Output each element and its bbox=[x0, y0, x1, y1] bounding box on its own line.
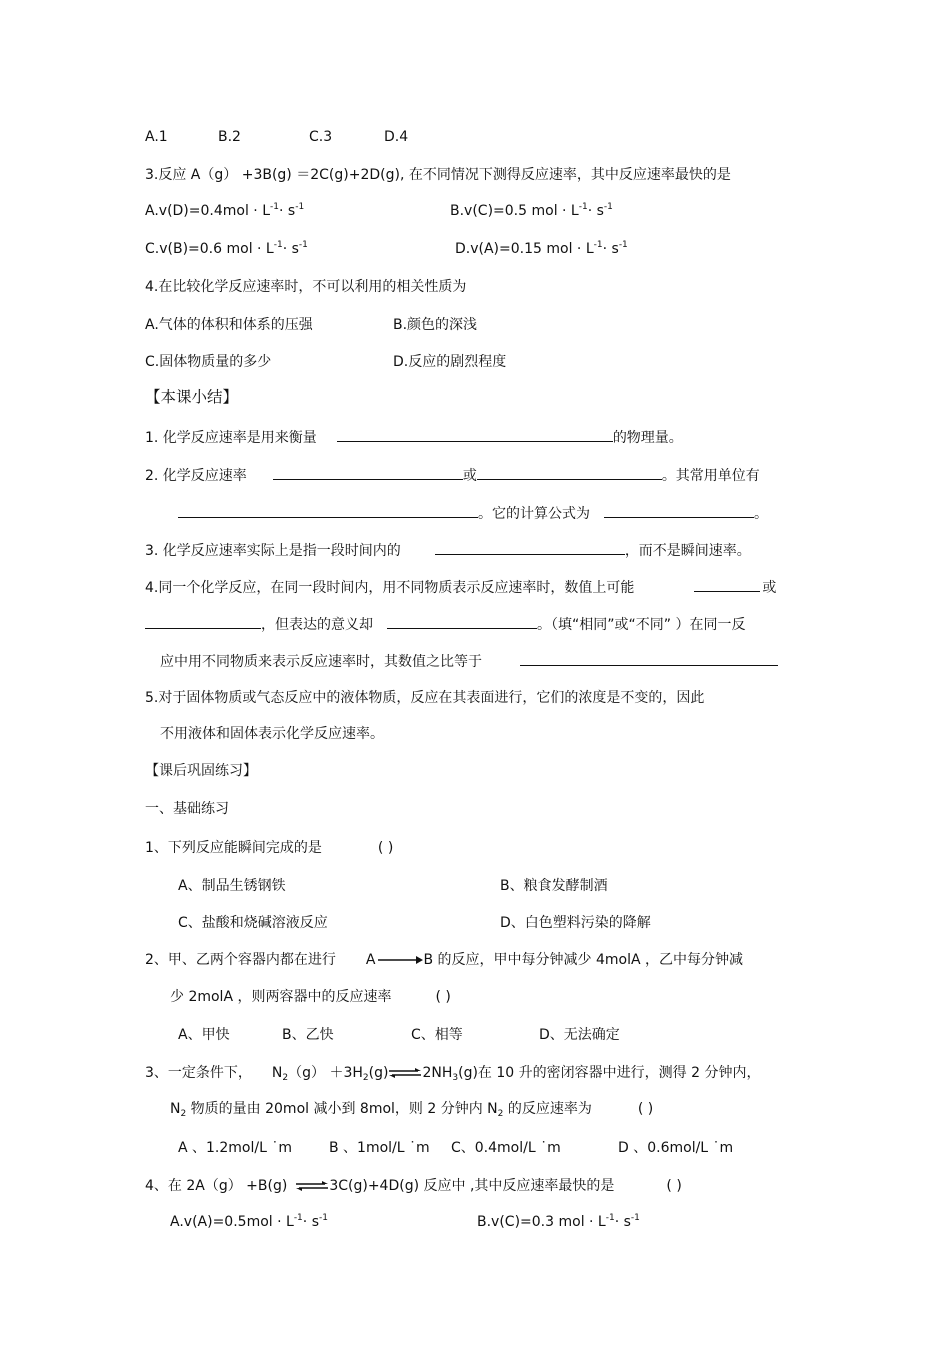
text: A bbox=[365, 952, 376, 968]
q3-option-d-text: D.v(A)=0.15 mol · L bbox=[455, 241, 594, 257]
equilibrium-arrow-icon bbox=[295, 1181, 329, 1191]
prev-option-c: C.3 bbox=[309, 129, 333, 145]
exponent: -1 bbox=[273, 240, 283, 250]
summary-item-4-cont2 bbox=[160, 651, 778, 671]
text: N bbox=[170, 1101, 181, 1117]
q3-option-b bbox=[450, 202, 613, 220]
q4-option-a: A.气体的体积和体系的压强 bbox=[145, 317, 313, 333]
p1-stem bbox=[145, 839, 393, 857]
p3-option-b: B 、1mol/L ˙m bbox=[329, 1140, 430, 1156]
p2-option-d: D、无法确定 bbox=[539, 1027, 620, 1043]
p2-stem-cont bbox=[170, 988, 451, 1006]
blank-field[interactable] bbox=[387, 614, 537, 629]
unit-s: · s bbox=[614, 1214, 631, 1230]
q3-option-c bbox=[145, 240, 308, 258]
text: ，而不是瞬间速率。 bbox=[624, 543, 751, 559]
q4-option-c: C.固体物质量的多少 bbox=[145, 354, 272, 370]
subscript: 2 bbox=[282, 1073, 289, 1083]
text: (g) bbox=[368, 1065, 389, 1081]
text: 的反应速率为 bbox=[503, 1101, 592, 1117]
text: 4、在 2A（g） +B(g) bbox=[145, 1178, 288, 1194]
p1-option-a: A、制品生锈钢铁 bbox=[178, 878, 286, 894]
text: 少 2molA ，则两容器中的反应速率 bbox=[170, 989, 392, 1005]
text: 2NH bbox=[422, 1065, 453, 1081]
blank-field[interactable] bbox=[520, 651, 778, 666]
subscript: 2 bbox=[180, 1109, 187, 1119]
q3-option-d bbox=[455, 240, 628, 258]
summary-item-5: 5.对于固体物质或气态反应中的液体物质，反应在其表面进行，它们的浓度是不变的，因此 bbox=[145, 690, 705, 706]
summary-item-1 bbox=[145, 427, 683, 447]
text: 。其常用单位有 bbox=[661, 468, 760, 484]
blank-field[interactable] bbox=[694, 577, 760, 592]
p4-option-b bbox=[477, 1213, 640, 1231]
text: 物质的量由 20mol 减小到 8mol，则 2 分钟内 N bbox=[186, 1101, 498, 1117]
arrow-right-icon bbox=[376, 953, 424, 967]
q3-option-a-text: A.v(D)=0.4mol · L bbox=[145, 203, 271, 219]
text: 2、甲、乙两个容器内都在进行 bbox=[145, 952, 336, 968]
subscript: 3 bbox=[452, 1073, 459, 1083]
exponent: -1 bbox=[270, 202, 279, 212]
blank-field[interactable] bbox=[477, 465, 662, 480]
text: 3C(g)+4D(g) 反应中 ,其中反应速率最快的是 bbox=[329, 1178, 615, 1194]
p4-stem bbox=[145, 1177, 682, 1195]
text: N bbox=[271, 1065, 283, 1081]
blank-field[interactable] bbox=[337, 427, 613, 442]
answer-paren[interactable]: ( ) bbox=[666, 1178, 682, 1194]
summary-item-5-cont: 不用液体和固体表示化学反应速率。 bbox=[160, 726, 384, 742]
q3-stem: 3.反应 A（g） +3B(g) ＝2C(g)+2D(g), 在不同情况下测得反应速率，其中反应速率最快的是 bbox=[145, 167, 731, 183]
p3-stem-cont bbox=[170, 1100, 653, 1120]
prev-option-b: B.2 bbox=[218, 129, 241, 145]
summary-item-4-cont bbox=[145, 614, 745, 634]
text: 2. 化学反应速率 bbox=[145, 468, 247, 484]
text: 1、下列反应能瞬间完成的是 bbox=[145, 840, 322, 856]
text: (g)在 10 升的密闭容器中进行，测得 2 分钟内， bbox=[458, 1065, 761, 1081]
text: 的物理量。 bbox=[612, 430, 683, 446]
text: 1. 化学反应速率是用来衡量 bbox=[145, 430, 317, 446]
text: 或 bbox=[762, 580, 777, 596]
p2-stem bbox=[145, 951, 743, 969]
answer-paren[interactable]: ( ) bbox=[637, 1101, 654, 1117]
q3-option-a bbox=[145, 202, 304, 220]
q3-option-b-text: B.v(C)=0.5 mol · L bbox=[450, 203, 579, 219]
q4-option-d: D.反应的剧烈程度 bbox=[393, 354, 507, 370]
text: A.v(A)=0.5mol · L bbox=[170, 1214, 294, 1230]
prev-option-d: D.4 bbox=[384, 129, 409, 145]
p4-option-a bbox=[170, 1213, 328, 1231]
p1-option-c: C、盐酸和烧碱溶液反应 bbox=[178, 915, 328, 931]
text: B.v(C)=0.3 mol · L bbox=[477, 1214, 606, 1230]
p1-option-d: D、白色塑料污染的降解 bbox=[500, 915, 651, 931]
summary-item-4 bbox=[145, 577, 776, 597]
blank-field[interactable] bbox=[178, 503, 478, 518]
p2-option-b: B、乙快 bbox=[282, 1027, 334, 1043]
text: 4.同一个化学反应，在同一段时间内，用不同物质表示反应速率时，数值上可能 bbox=[145, 580, 635, 596]
subscript: 2 bbox=[497, 1109, 504, 1119]
exponent: -1 bbox=[618, 240, 628, 250]
subscript: 2 bbox=[362, 1073, 369, 1083]
q4-stem: 4.在比较化学反应速率时，不可以利用的相关性质为 bbox=[145, 279, 467, 295]
summary-heading: 【本课小结】 bbox=[145, 388, 239, 406]
exponent: -1 bbox=[295, 202, 305, 212]
unit-s: · s bbox=[602, 241, 619, 257]
equilibrium-arrow-icon bbox=[388, 1068, 422, 1078]
text: 。它的计算公式为 bbox=[478, 506, 590, 522]
text: 。 bbox=[754, 506, 768, 522]
exponent: -1 bbox=[578, 202, 588, 212]
p3-option-a: A 、1.2mol/L ˙m bbox=[178, 1140, 292, 1156]
text: 应中用不同物质来表示反应速率时，其数值之比等于 bbox=[160, 654, 482, 670]
text: （g） ＋3H bbox=[288, 1065, 363, 1081]
p3-option-c: C、0.4mol/L ˙m bbox=[451, 1140, 561, 1156]
text: 3. 化学反应速率实际上是指一段时间内的 bbox=[145, 543, 401, 559]
blank-field[interactable] bbox=[604, 503, 754, 518]
q3-option-c-text: C.v(B)=0.6 mol · L bbox=[145, 241, 274, 257]
text: 或 bbox=[462, 468, 477, 484]
summary-item-3 bbox=[145, 540, 751, 560]
practice-subheading: 一、基础练习 bbox=[145, 801, 229, 817]
q4-option-b: B.颜色的深浅 bbox=[393, 317, 478, 333]
summary-item-2-cont bbox=[178, 503, 768, 523]
blank-field[interactable] bbox=[435, 540, 625, 555]
exponent: -1 bbox=[293, 1213, 303, 1223]
exponent: -1 bbox=[630, 1213, 640, 1223]
blank-field[interactable] bbox=[273, 465, 463, 480]
practice-heading: 【课后巩固练习】 bbox=[145, 763, 257, 779]
exponent: -1 bbox=[603, 202, 613, 212]
exponent: -1 bbox=[319, 1213, 328, 1223]
answer-paren[interactable]: ( ) bbox=[435, 989, 451, 1005]
answer-paren[interactable]: ( ) bbox=[377, 840, 394, 856]
unit-s: · s bbox=[302, 1214, 319, 1230]
p3-stem bbox=[145, 1064, 760, 1084]
p3-option-d: D 、0.6mol/L ˙m bbox=[618, 1140, 734, 1156]
p2-option-a: A、甲快 bbox=[178, 1027, 230, 1043]
exponent: -1 bbox=[593, 240, 603, 250]
text: 。（填“相同”或“不同” ）在同一反 bbox=[537, 617, 746, 633]
text: B 的反应，甲中每分钟减少 4molA ，乙中每分钟减 bbox=[423, 952, 744, 968]
p2-option-c: C、相等 bbox=[411, 1027, 463, 1043]
unit-s: · s bbox=[279, 203, 296, 219]
exponent: -1 bbox=[605, 1213, 615, 1223]
summary-item-2 bbox=[145, 465, 760, 485]
p1-option-b: B、粮食发酵制酒 bbox=[500, 878, 608, 894]
blank-field[interactable] bbox=[145, 614, 261, 629]
unit-s: · s bbox=[282, 241, 299, 257]
prev-option-a: A.1 bbox=[145, 129, 168, 145]
text: 3、一定条件下， bbox=[145, 1065, 252, 1081]
text: ，但表达的意义却 bbox=[261, 617, 373, 633]
unit-s: · s bbox=[587, 203, 604, 219]
exponent: -1 bbox=[298, 240, 308, 250]
